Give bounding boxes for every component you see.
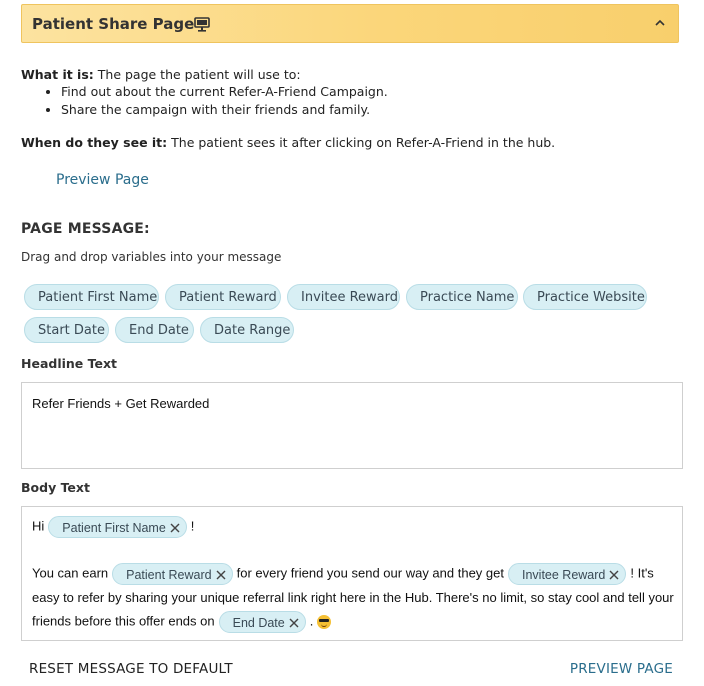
headline-input[interactable] — [21, 382, 683, 469]
body-line-3: easy to refer by sharing your unique referral link right here in the Hub. There's no limit, so stay cool and tell your — [32, 590, 674, 605]
body-line-1 — [32, 516, 194, 538]
page-message-title: PAGE MESSAGE: — [21, 221, 150, 237]
inline-chip-patient-first-name[interactable] — [48, 516, 187, 538]
inline-chip-label: Invitee Reward — [522, 568, 606, 582]
patient-share-page-header[interactable] — [21, 4, 679, 43]
reset-message-button[interactable]: RESET MESSAGE TO DEFAULT — [29, 661, 233, 677]
inline-chip-label: End Date — [232, 616, 285, 630]
variable-chip-date-range[interactable]: Date Range — [200, 317, 294, 343]
preview-page-link[interactable]: Preview Page — [56, 172, 149, 188]
body-line-2 — [32, 563, 654, 585]
inline-chip-label: Patient Reward — [126, 568, 212, 582]
variable-chip-patient-reward[interactable]: Patient Reward — [165, 284, 281, 310]
what-it-is-label: What it is: — [21, 67, 94, 82]
inline-chip-patient-reward[interactable] — [112, 563, 232, 585]
body-text: for every friend you send our way and they get — [236, 565, 504, 581]
chevron-up-icon[interactable] — [654, 17, 666, 29]
header-title: Patient Share Page — [32, 15, 195, 33]
what-it-is-description: The page the patient will use to: — [93, 67, 301, 82]
body-text: ! It's — [630, 565, 654, 581]
body-text: . — [309, 613, 314, 629]
when-seen-label: When do they see it: — [21, 135, 168, 150]
inline-chip-end-date[interactable] — [219, 611, 306, 633]
variable-chip-start-date[interactable]: Start Date — [24, 317, 109, 343]
body-line-4 — [32, 611, 331, 633]
remove-icon[interactable] — [609, 570, 619, 580]
body-text: ! — [190, 518, 195, 534]
inline-chip-invitee-reward[interactable] — [508, 563, 626, 585]
remove-icon[interactable] — [216, 570, 226, 580]
body-text: Hi — [32, 518, 45, 534]
preview-page-button[interactable]: PREVIEW PAGE — [569, 661, 673, 677]
variable-chip-practice-website[interactable]: Practice Website — [523, 284, 647, 310]
body-input[interactable] — [21, 506, 683, 641]
variable-chip-practice-name[interactable]: Practice Name — [406, 284, 518, 310]
body-text: You can earn — [32, 565, 109, 581]
body-text: friends before this offer ends on — [32, 613, 215, 629]
remove-icon[interactable] — [289, 618, 299, 628]
purpose-list — [21, 83, 388, 119]
remove-icon[interactable] — [170, 523, 180, 533]
sunglasses-emoji-icon — [317, 615, 331, 629]
list-item: • Share the campaign with their friends and family. — [61, 101, 388, 119]
drag-drop-hint: Drag and drop variables into your message — [21, 250, 282, 264]
variable-chip-patient-first-name[interactable]: Patient First Name — [24, 284, 159, 310]
headline-value: Refer Friends + Get Rewarded — [32, 396, 210, 411]
when-seen-text — [21, 135, 555, 150]
headline-label: Headline Text — [21, 356, 118, 371]
when-seen-description: The patient sees it after clicking on Refer-A-Friend in the hub. — [167, 135, 556, 150]
inline-chip-label: Patient First Name — [62, 521, 166, 535]
monitor-icon — [194, 17, 210, 32]
body-label: Body Text — [21, 480, 90, 495]
variable-chip-invitee-reward[interactable]: Invitee Reward — [287, 284, 400, 310]
what-it-is-text — [21, 67, 301, 82]
list-item: • Find out about the current Refer-A-Friend Campaign. — [61, 83, 388, 101]
variable-chip-end-date[interactable]: End Date — [115, 317, 194, 343]
